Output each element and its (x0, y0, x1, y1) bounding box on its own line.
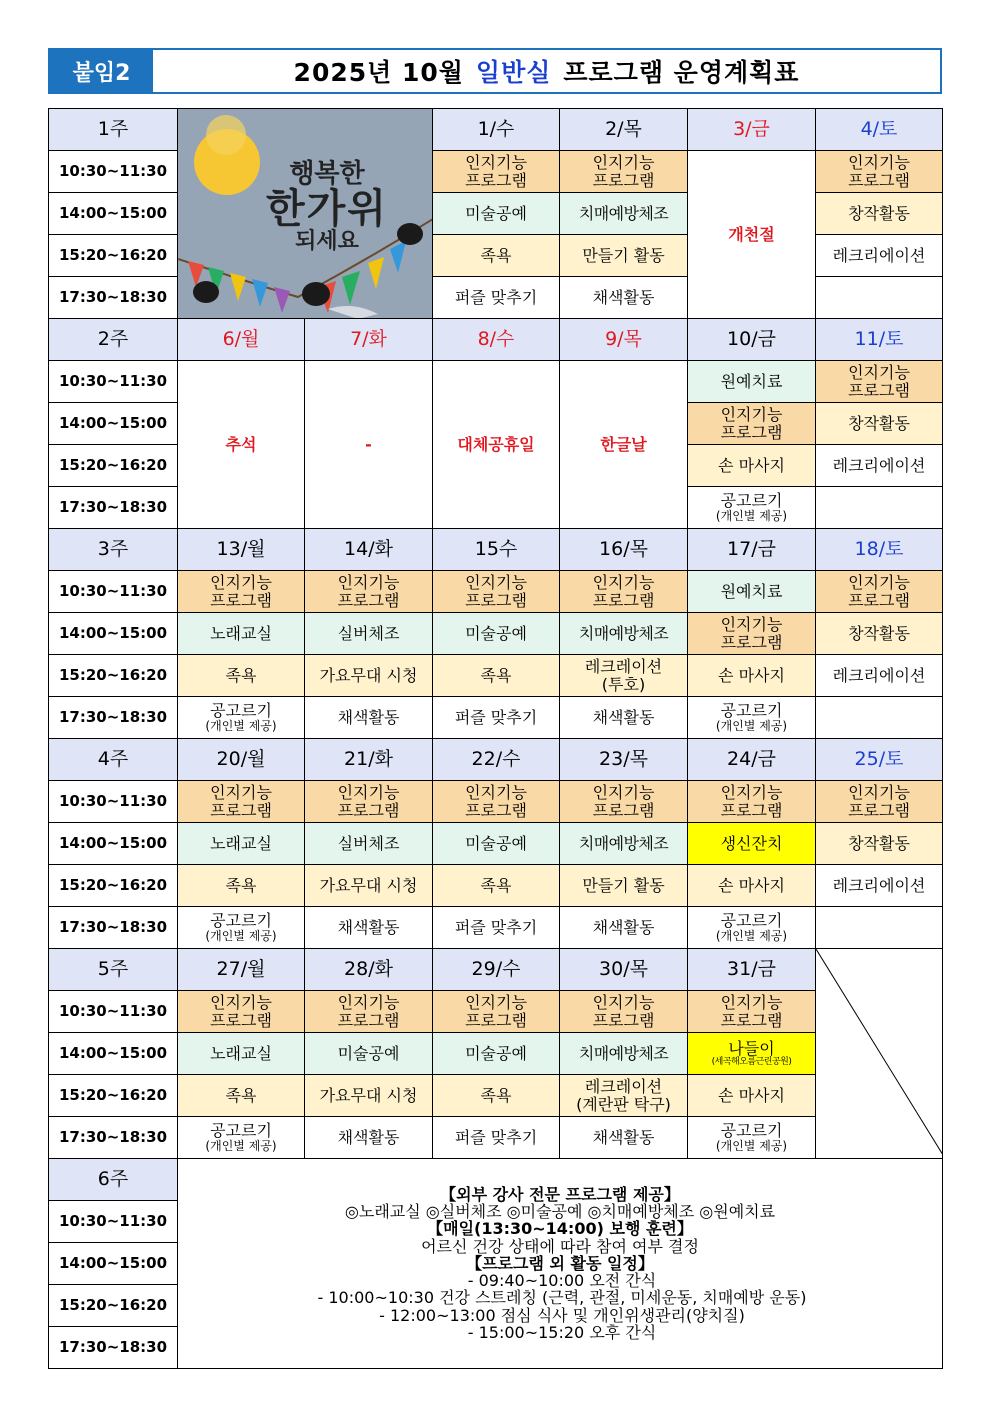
program-cell: 퍼즐 맞추기 (433, 1117, 560, 1159)
date-header-holiday: 6/월 (178, 319, 305, 361)
time-slot: 15:20~16:20 (49, 1285, 178, 1327)
date-header: 31/금 (688, 949, 816, 991)
time-slot: 10:30~11:30 (49, 151, 178, 193)
date-header: 27/월 (178, 949, 305, 991)
time-row (49, 613, 943, 655)
title-date: 2025년 10월 (293, 58, 464, 87)
program-cell: 손 마사지 (688, 655, 816, 697)
program-cell-highlight: 생신잔치 (688, 823, 816, 865)
program-cell: 원예치료 (688, 571, 816, 613)
program-cell: 인지기능 프로그램 (305, 781, 433, 823)
program-cell: 공고르기 (개인별 제공) (688, 907, 816, 949)
program-cell: 족욕 (433, 1075, 560, 1117)
empty-diagonal-cell (816, 949, 943, 1159)
program-cell: 레크리에이션 (816, 445, 943, 487)
program-cell: 인지기능 프로그램 (560, 781, 688, 823)
time-slot: 14:00~15:00 (49, 1033, 178, 1075)
week2-date-row (49, 319, 943, 361)
program-cell: 손 마사지 (688, 445, 816, 487)
program-cell-empty (816, 487, 943, 529)
program-cell: 레크리에이션 (816, 865, 943, 907)
program-cell: 공고르기 (개인별 제공) (178, 697, 305, 739)
date-header: 15수 (433, 529, 560, 571)
program-cell: 미술공예 (305, 1033, 433, 1075)
page-title (153, 50, 940, 92)
time-row (49, 907, 943, 949)
program-cell: 공고르기 (개인별 제공) (688, 487, 816, 529)
program-cell: 공고르기 (개인별 제공) (178, 907, 305, 949)
date-header: 22/수 (433, 739, 560, 781)
time-slot: 10:30~11:30 (49, 571, 178, 613)
time-slot: 14:00~15:00 (49, 403, 178, 445)
notes-bullet: - 15:00~15:20 오후 간식 (467, 1322, 657, 1342)
program-cell: 치매예방체조 (560, 823, 688, 865)
time-row (49, 781, 943, 823)
time-row (49, 361, 943, 403)
time-slot: 17:30~18:30 (49, 487, 178, 529)
program-cell: 만들기 활동 (560, 865, 688, 907)
program-cell: 가요무대 시청 (305, 1075, 433, 1117)
program-cell: 미술공예 (433, 613, 560, 655)
date-header: 17/금 (688, 529, 816, 571)
schedule-table (48, 108, 943, 1369)
program-cell: 미술공예 (433, 193, 560, 235)
greeting-calligraphy: 행복한 한가위 되세요 (266, 159, 388, 255)
time-slot: 10:30~11:30 (49, 991, 178, 1033)
holiday-cell: 개천절 (688, 151, 816, 319)
program-cell: 인지기능 프로그램 (816, 151, 943, 193)
notes-bullet: - 09:40~10:00 오전 간식 (467, 1271, 657, 1291)
date-header: 14/화 (305, 529, 433, 571)
date-header: 1/수 (433, 109, 560, 151)
notes-heading: 【매일(13:30~14:00) 보행 훈련】 (427, 1219, 693, 1239)
date-header: 13/월 (178, 529, 305, 571)
date-header: 30/목 (560, 949, 688, 991)
date-header-holiday: 8/수 (433, 319, 560, 361)
week3-date-row (49, 529, 943, 571)
program-cell: 인지기능 프로그램 (305, 991, 433, 1033)
program-cell: 인지기능 프로그램 (433, 151, 560, 193)
program-cell: 손 마사지 (688, 1075, 816, 1117)
time-slot: 14:00~15:00 (49, 613, 178, 655)
page-header (48, 48, 942, 94)
attachment-tag: 붙임2 (50, 50, 153, 92)
week-label: 4주 (49, 739, 178, 781)
time-slot: 10:30~11:30 (49, 361, 178, 403)
week-label: 2주 (49, 319, 178, 361)
time-slot: 17:30~18:30 (49, 1117, 178, 1159)
holiday-cell: - (305, 361, 433, 529)
date-header: 29/수 (433, 949, 560, 991)
program-cell: 인지기능 프로그램 (305, 571, 433, 613)
date-header: 10/금 (688, 319, 816, 361)
week5-date-row (49, 949, 943, 991)
date-header: 16/목 (560, 529, 688, 571)
time-slot: 17:30~18:30 (49, 907, 178, 949)
week-label: 6주 (49, 1159, 178, 1201)
program-cell: 채색활동 (305, 697, 433, 739)
week-label: 1주 (49, 109, 178, 151)
program-cell: 공고르기 (개인별 제공) (178, 1117, 305, 1159)
program-cell: 레크리에이션 (816, 235, 943, 277)
program-cell: 창작활동 (816, 193, 943, 235)
program-cell: 채색활동 (560, 277, 688, 319)
program-cell: 인지기능 프로그램 (688, 403, 816, 445)
program-cell: 원예치료 (688, 361, 816, 403)
program-cell: 인지기능 프로그램 (433, 781, 560, 823)
date-header: 24/금 (688, 739, 816, 781)
program-cell: 레크레이션 (투호) (560, 655, 688, 697)
program-cell: 인지기능 프로그램 (688, 613, 816, 655)
time-row (49, 1117, 943, 1159)
program-cell: 채색활동 (305, 907, 433, 949)
program-cell: 채색활동 (560, 1117, 688, 1159)
date-header-holiday: 9/목 (560, 319, 688, 361)
notes-bullet: - 12:00~13:00 점심 식사 및 개인위생관리(양치질) (379, 1305, 745, 1325)
program-cell: 레크리에이션 (816, 655, 943, 697)
date-header: 20/월 (178, 739, 305, 781)
time-row (49, 697, 943, 739)
program-cell: 인지기능 프로그램 (178, 781, 305, 823)
diagonal-line (816, 949, 943, 1155)
time-row (49, 655, 943, 697)
date-header: 28/화 (305, 949, 433, 991)
program-cell: 가요무대 시청 (305, 865, 433, 907)
date-header: 23/목 (560, 739, 688, 781)
date-header-saturday: 25/토 (816, 739, 943, 781)
time-slot: 10:30~11:30 (49, 781, 178, 823)
week-label: 3주 (49, 529, 178, 571)
time-slot: 15:20~16:20 (49, 1075, 178, 1117)
program-cell: 족욕 (433, 655, 560, 697)
time-slot: 14:00~15:00 (49, 1243, 178, 1285)
program-cell: 인지기능 프로그램 (178, 571, 305, 613)
program-cell: 인지기능 프로그램 (688, 991, 816, 1033)
notes-block (178, 1159, 943, 1369)
program-cell: 인지기능 프로그램 (688, 781, 816, 823)
program-cell: 인지기능 프로그램 (816, 361, 943, 403)
program-cell: 노래교실 (178, 1033, 305, 1075)
program-cell: 채색활동 (560, 697, 688, 739)
program-cell: 치매예방체조 (560, 1033, 688, 1075)
notes-heading: 【외부 강사 전문 프로그램 제공】 (440, 1184, 680, 1204)
program-cell: 손 마사지 (688, 865, 816, 907)
program-cell: 미술공예 (433, 1033, 560, 1075)
date-header-saturday: 11/토 (816, 319, 943, 361)
notes-line: 어르신 건강 상태에 따라 참여 여부 결정 (421, 1236, 699, 1256)
time-slot: 17:30~18:30 (49, 697, 178, 739)
program-cell: 인지기능 프로그램 (816, 781, 943, 823)
time-row (49, 1033, 943, 1075)
program-cell: 인지기능 프로그램 (433, 991, 560, 1033)
program-cell: 창작활동 (816, 823, 943, 865)
date-header-saturday: 18/토 (816, 529, 943, 571)
program-cell-empty (816, 697, 943, 739)
program-cell: 족욕 (433, 865, 560, 907)
program-cell: 공고르기 (개인별 제공) (688, 1117, 816, 1159)
chuseok-illustration (178, 109, 433, 319)
time-slot: 17:30~18:30 (49, 1327, 178, 1369)
week6-row (49, 1159, 943, 1201)
date-header-saturday: 4/토 (816, 109, 943, 151)
time-slot: 14:00~15:00 (49, 823, 178, 865)
program-cell: 채색활동 (560, 907, 688, 949)
notes-bullet: - 10:00~10:30 건강 스트레칭 (근력, 관절, 미세운동, 치매예방 운동) (317, 1288, 807, 1308)
program-cell: 치매예방체조 (560, 613, 688, 655)
title-highlight: 일반실 (475, 58, 552, 87)
program-cell: 가요무대 시청 (305, 655, 433, 697)
program-cell: 공고르기 (개인별 제공) (688, 697, 816, 739)
date-header-holiday: 3/금 (688, 109, 816, 151)
holiday-cell: 추석 (178, 361, 305, 529)
program-cell: 치매예방체조 (560, 193, 688, 235)
notes-line: ◎노래교실 ◎실버체조 ◎미술공예 ◎치매예방체조 ◎원예치료 (344, 1202, 776, 1222)
title-rest: 프로그램 운영계획표 (563, 58, 800, 87)
program-cell-empty (816, 277, 943, 319)
time-slot: 15:20~16:20 (49, 655, 178, 697)
program-cell-highlight: 나들이 (세곡해오름근린공원) (688, 1033, 816, 1075)
time-row (49, 991, 943, 1033)
time-slot: 17:30~18:30 (49, 277, 178, 319)
date-header-holiday: 7/화 (305, 319, 433, 361)
program-cell: 노래교실 (178, 613, 305, 655)
program-cell: 인지기능 프로그램 (433, 571, 560, 613)
program-cell: 레크레이션 (계란판 탁구) (560, 1075, 688, 1117)
program-cell: 족욕 (178, 865, 305, 907)
program-cell: 퍼즐 맞추기 (433, 697, 560, 739)
time-slot: 14:00~15:00 (49, 193, 178, 235)
program-cell: 인지기능 프로그램 (178, 991, 305, 1033)
program-cell: 족욕 (178, 1075, 305, 1117)
program-cell: 족욕 (178, 655, 305, 697)
holiday-cell: 한글날 (560, 361, 688, 529)
program-cell: 노래교실 (178, 823, 305, 865)
time-slot: 15:20~16:20 (49, 865, 178, 907)
time-row (49, 823, 943, 865)
notes-heading: 【프로그램 외 활동 일정】 (466, 1253, 654, 1273)
program-cell: 실버체조 (305, 613, 433, 655)
program-cell: 인지기능 프로그램 (560, 151, 688, 193)
time-slot: 15:20~16:20 (49, 235, 178, 277)
date-header: 21/화 (305, 739, 433, 781)
time-row (49, 571, 943, 613)
program-cell: 만들기 활동 (560, 235, 688, 277)
program-cell: 실버체조 (305, 823, 433, 865)
week-label: 5주 (49, 949, 178, 991)
program-cell: 퍼즐 맞추기 (433, 277, 560, 319)
time-row (49, 1075, 943, 1117)
program-cell-empty (816, 907, 943, 949)
program-cell: 창작활동 (816, 403, 943, 445)
program-cell: 인지기능 프로그램 (560, 991, 688, 1033)
program-cell: 퍼즐 맞추기 (433, 907, 560, 949)
date-header: 2/목 (560, 109, 688, 151)
program-cell: 채색활동 (305, 1117, 433, 1159)
time-row (49, 865, 943, 907)
program-cell: 미술공예 (433, 823, 560, 865)
program-cell: 인지기능 프로그램 (560, 571, 688, 613)
time-slot: 15:20~16:20 (49, 445, 178, 487)
program-cell: 인지기능 프로그램 (816, 571, 943, 613)
holiday-cell: 대체공휴일 (433, 361, 560, 529)
program-cell: 창작활동 (816, 613, 943, 655)
week4-date-row (49, 739, 943, 781)
program-cell: 족욕 (433, 235, 560, 277)
week1-date-row (49, 109, 943, 151)
time-slot: 10:30~11:30 (49, 1201, 178, 1243)
